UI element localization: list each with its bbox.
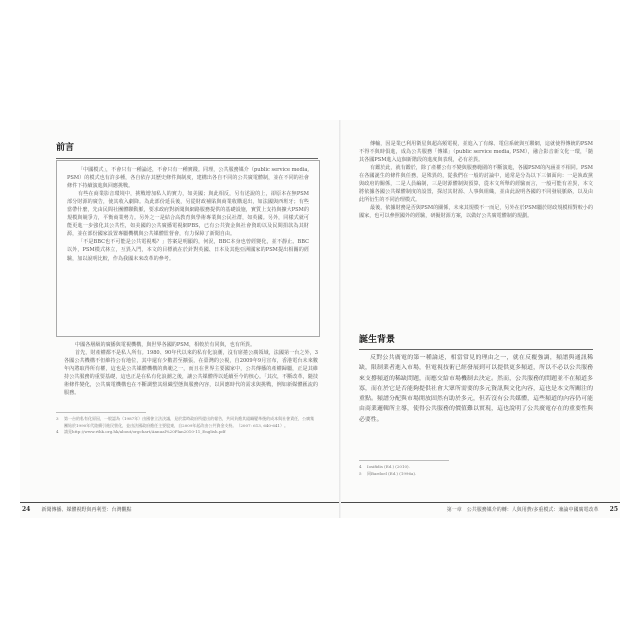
quote-paragraph: 有些在商業影音環境中，挑戰增加私人的實力，如美國；與此相反，另有述說的上，卻原本在無PSM部分財源的廣告，使其收入劇降。為此部份延長後，另從財政補貼與商業收購退出，如法國與西班牙；有些當帶什麼，先由民間社團體聯動脈，要求政府對新聞與網路服務提供的基礎設施，實質上支持與擴大PSM的規模與競爭力，平衡商業勢力。另外之一是結合高教育與學術專業與公民社群，如英國。另外，同樣式就可能更進一步強化其公共性，如美國的公共廣播電視網PBS，已有公共資金與社會資助以及民間捐款為其財源，並在部份國家設置專屬機構與公共媒體監督會，有力保障了新聞自由。	[67, 191, 309, 238]
footnote-number: 3	[56, 416, 59, 421]
right-top-text	[359, 140, 593, 294]
body-paragraph: 反對公共廣電的第一種論述，相當常見的理由之一，就在反覆強調，頻譜與通訊稀缺，限制業者進入市場，但電視技術已經發展到可以提供更多頻道，所以不必以公共服務來支撐頻道的稀缺問題，而應交給市場機制去決定。然而，公共服務的問題並不在頻道多寡，而在於它是否能夠提供社會大眾所需要的多元資訊與文化內容，這也是本文所關注的重點。頻譜分配與市場開放固然有助於多元，但若沒有公共媒體，這些頻道的內容仍可能由商業邏輯所主導，使得公共服務的價值難以實現，這也說明了公共廣電存在的重要性與必要性。	[359, 355, 593, 423]
footnote-rule	[359, 460, 449, 461]
quote-paragraph: 「不是BBC也不可能是公共電視嗎？」答案是明顯的，何況，BBC本身也曾經變化，並不靜止。BBC以外，PSM模式林立，互異入門，本文的目標就在於針對英國、日本及其他亞洲國家的PSM提出相關的經驗，加以說明比較，作為我國未來改革的參考。	[67, 239, 309, 262]
footnote-number: 4	[359, 464, 362, 469]
footnote-text: 第一台的私有化原因，一般認為（1987年）由國會立法決議，見於當時政府所提出的報告，共同負擔其組織變革後的成本與社會責任，公廣集團始於1990年代陸續引進民營化，並由法國政府擔任主要股東，自2009年起改由公共資金支持。（2007: 613, 640-641）。	[64, 416, 315, 428]
quote-text	[67, 166, 309, 332]
quote-box	[56, 160, 320, 337]
page-number: 24	[22, 506, 31, 513]
body-paragraph: 中國各層級的廣播與電視機構，與世界各國的PSM，相較於有同與，也有所異。	[75, 342, 256, 348]
folio-rule	[20, 502, 339, 503]
footnote-number: 5	[359, 470, 362, 476]
body-paragraph: 有鑑於此，就有鑑於，除了產權公有不變與服務範圍的不斷演進，各國PSM的內涵並不相同。PSM在各國誕生的條件與任務，是殊異的，從我們在一般的討論中，通常是分為以下三個面向：一是執政黨與政府的關係，二是人員編制，三是財源體制與預算，從本文所舉的經驗而言，一般可能有差異，本文將依據各國公共媒體制度的設置，探討其財源、人事與組織，並由此說明各國的不同發展脈絡，以及由此所衍生的不同治理模式。	[359, 165, 593, 204]
left-folio	[22, 506, 132, 513]
page-number: 25	[609, 506, 618, 513]
right-body-text	[359, 353, 593, 456]
running-head: 新聞傳播、媒體視野與再利型：台灣觀點	[41, 507, 132, 513]
footnote	[56, 416, 318, 429]
right-page	[341, 120, 620, 518]
body-paragraph: 首先，財產權都不是私人所有。1980、90年代以來的私有化浪潮，沒有席捲公廣領域，法國第一台之外，3各國公共機構不但維持公有地位，其中還有少數甚至擴張，在臺灣的公視，自2009年9月宣布，香港電台未來數年內將取得所有權，這也是公共媒體機構的典範之一，而且在世界主要國家中，公共傳播的產權歸屬，正是其維持公共服務的重要基礎，這也正是在私有化浪潮之後，讓公共媒體得以延續至今的核心。「其次，不斷改革，隨技術條件變化，公共廣電機構也在不斷調整其組織型態與服務內容，以回應時代的需求與挑戰，例如新媒體匯流的服務。	[64, 350, 318, 397]
right-footnotes	[359, 464, 593, 482]
footnote-number: 4	[56, 429, 59, 435]
footnote	[56, 429, 318, 436]
footnote-rule	[56, 412, 146, 413]
left-body-text	[64, 341, 318, 405]
left-page	[20, 120, 339, 518]
heading-rule	[359, 349, 593, 350]
heading-rule	[56, 158, 318, 159]
body-paragraph: 最後，依據財務是否與PSM的關係，未來其規模不一而足，另外在於PSM屬於財政規模相對較小的國家，也可以參照國外的經驗，研擬財源方案，以做好公共廣電體制的規劃。	[359, 205, 593, 220]
running-head: 第一章 公共服務媒介的轉：人與用費/多重模式：兼論中國廣電改革	[446, 507, 599, 513]
body-paragraph: 傳輸，因是業已利用衛星與超高頻電視，並進入了有線、電信系統與互聯網，這就使得傳統的PSM不得不與時俱進，成為公共服務「傳媒」（public service media, PSM），融合影音新文化一環，「隨其各國PSM進入這個新階段的進度與表現，必有差異。	[359, 141, 593, 164]
right-folio	[447, 506, 618, 513]
book-spread	[20, 120, 620, 518]
left-page-heading: 前言	[56, 143, 75, 153]
footnote-text: Iosifidis (Ed.) (2010).	[367, 464, 410, 469]
left-footnotes	[56, 416, 318, 456]
footnote	[359, 471, 593, 478]
folio-rule	[341, 502, 620, 503]
quote-paragraph: 「中國模式」，不會只有一種論述，不會只有一種實踐。同理，公共服務媒介（public service media, PSM）的模式也有許多種，各自依存其歷史條件與制度，建構出各自不同的公共廣電體制，並在不同的社會條件下持續演進與回應挑戰。	[67, 167, 309, 190]
footnote-text: 同Bardoel (Ed.) (1996a).	[367, 470, 417, 476]
footnote-text: 請見http://www.rthk.org.hk/about/orgchart/Annual%20Plan2010-11_English.pdf	[64, 429, 226, 435]
right-page-heading: 誕生背景	[359, 335, 396, 345]
footnote	[359, 464, 593, 471]
